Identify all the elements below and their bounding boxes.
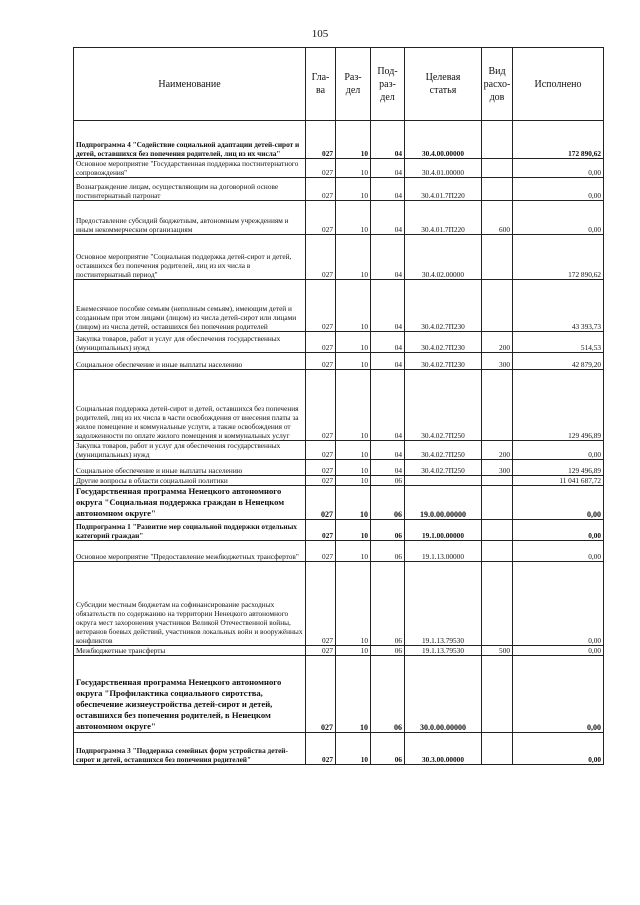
executed-cell: 0,00 [513, 733, 604, 765]
vid-cell: 500 [482, 646, 513, 656]
podrazdel-cell: 04 [371, 441, 405, 460]
podrazdel-cell: 04 [371, 201, 405, 235]
glava-cell: 027 [306, 121, 336, 159]
razdel-cell: 10 [336, 178, 371, 201]
row-name: Социальная поддержка детей-сирот и детей, оставшихся без попечения родителей, лиц из их числа в части освобождения от внесения платы за жилое помещение и коммунальные услуги, а также освобождения от задолженности по оплате жилого помещения и коммунальных услуг [74, 370, 306, 441]
target-cell: 30.4.02.7П230 [405, 280, 482, 332]
podrazdel-cell: 06 [371, 656, 405, 733]
podrazdel-cell: 04 [371, 353, 405, 370]
vid-cell [482, 520, 513, 541]
row-name: Предоставление субсидий бюджетным, автономным учреждениям и иным некоммерческим организациям [74, 201, 306, 235]
table-row [74, 201, 604, 235]
podrazdel-cell: 04 [371, 332, 405, 353]
razdel-cell: 10 [336, 541, 371, 562]
glava-cell: 027 [306, 562, 336, 646]
table-row [74, 646, 604, 656]
table-row [74, 460, 604, 476]
row-name: Основное мероприятие "Государственная поддержка постинтернатного сопровождения" [74, 159, 306, 178]
target-cell [405, 476, 482, 486]
row-name: Социальное обеспечение и иные выплаты населению [74, 460, 306, 476]
vid-cell [482, 235, 513, 280]
row-name: Ежемесячное пособие семьям (неполным семьям), имеющим детей и созданным при этом лицами (лицом) из числа детей-сирот или лицами (лицом) из числа детей, оставшихся без попечения родителей [74, 280, 306, 332]
razdel-cell: 10 [336, 656, 371, 733]
vid-cell: 600 [482, 201, 513, 235]
glava-cell: 027 [306, 280, 336, 332]
header-razdel: Раз- дел [336, 48, 371, 121]
table-row [74, 280, 604, 332]
table-header-row [74, 48, 604, 121]
target-cell: 30.4.00.00000 [405, 121, 482, 159]
podrazdel-cell: 04 [371, 235, 405, 280]
vid-cell: 200 [482, 332, 513, 353]
row-name: Межбюджетные трансферты [74, 646, 306, 656]
executed-cell: 43 393,73 [513, 280, 604, 332]
row-name: Другие вопросы в области социальной политики [74, 476, 306, 486]
glava-cell: 027 [306, 520, 336, 541]
razdel-cell: 10 [336, 646, 371, 656]
razdel-cell: 10 [336, 159, 371, 178]
target-cell: 30.4.02.7П250 [405, 370, 482, 441]
vid-cell [482, 370, 513, 441]
razdel-cell: 10 [336, 441, 371, 460]
target-cell: 30.4.02.7П250 [405, 441, 482, 460]
razdel-cell: 10 [336, 332, 371, 353]
target-cell: 30.0.00.00000 [405, 656, 482, 733]
glava-cell: 027 [306, 476, 336, 486]
table-row [74, 235, 604, 280]
podrazdel-cell: 04 [371, 460, 405, 476]
table-row [74, 486, 604, 520]
glava-cell: 027 [306, 201, 336, 235]
target-cell: 30.3.00.00000 [405, 733, 482, 765]
razdel-cell: 10 [336, 733, 371, 765]
table-row [74, 520, 604, 541]
executed-cell: 0,00 [513, 441, 604, 460]
table-row [74, 441, 604, 460]
table-row [74, 541, 604, 562]
table-row [74, 562, 604, 646]
razdel-cell: 10 [336, 353, 371, 370]
executed-cell: 0,00 [513, 486, 604, 520]
razdel-cell: 10 [336, 476, 371, 486]
executed-cell: 0,00 [513, 562, 604, 646]
podrazdel-cell: 04 [371, 121, 405, 159]
row-name: Социальное обеспечение и иные выплаты населению [74, 353, 306, 370]
vid-cell: 300 [482, 460, 513, 476]
podrazdel-cell: 06 [371, 562, 405, 646]
glava-cell: 027 [306, 178, 336, 201]
target-cell: 30.4.02.7П230 [405, 353, 482, 370]
glava-cell: 027 [306, 656, 336, 733]
glava-cell: 027 [306, 541, 336, 562]
row-name: Подпрограмма 1 "Развитие мер социальной поддержки отдельных категорий граждан" [74, 520, 306, 541]
podrazdel-cell: 06 [371, 646, 405, 656]
table-row [74, 159, 604, 178]
row-name: Закупка товаров, работ и услуг для обеспечения государственных (муниципальных) нужд [74, 441, 306, 460]
glava-cell: 027 [306, 353, 336, 370]
header-target: Целевая статья [405, 48, 482, 121]
executed-cell: 0,00 [513, 520, 604, 541]
row-name: Государственная программа Ненецкого автономного округа "Профилактика социального сиротства, обеспечение жизнеустройства детей-сирот и детей, оставшихся без попечения родителей, в Ненецком автономном округе" [74, 656, 306, 733]
vid-cell [482, 476, 513, 486]
target-cell: 30.4.02.7П230 [405, 332, 482, 353]
razdel-cell: 10 [336, 562, 371, 646]
row-name: Государственная программа Ненецкого автономного округа "Социальная поддержка граждан в Ненецком автономном округе" [74, 486, 306, 520]
table-row [74, 353, 604, 370]
table-row [74, 332, 604, 353]
vid-cell [482, 280, 513, 332]
header-executed: Исполнено [513, 48, 604, 121]
podrazdel-cell: 06 [371, 520, 405, 541]
row-name: Основное мероприятие "Предоставление межбюджетных трансфертов" [74, 541, 306, 562]
target-cell: 30.4.01.00000 [405, 159, 482, 178]
row-name: Подпрограмма 3 "Поддержка семейных форм устройства детей-сирот и детей, оставшихся без попечения родителей" [74, 733, 306, 765]
razdel-cell: 10 [336, 121, 371, 159]
podrazdel-cell: 04 [371, 370, 405, 441]
vid-cell [482, 733, 513, 765]
glava-cell: 027 [306, 733, 336, 765]
target-cell: 19.1.13.79530 [405, 562, 482, 646]
executed-cell: 129 496,89 [513, 460, 604, 476]
target-cell: 30.4.02.00000 [405, 235, 482, 280]
vid-cell [482, 178, 513, 201]
vid-cell [482, 562, 513, 646]
target-cell: 19.1.00.00000 [405, 520, 482, 541]
table-row [74, 733, 604, 765]
podrazdel-cell: 04 [371, 159, 405, 178]
executed-cell: 11 041 687,72 [513, 476, 604, 486]
executed-cell: 514,53 [513, 332, 604, 353]
vid-cell [482, 656, 513, 733]
page-number: 105 [311, 28, 329, 40]
razdel-cell: 10 [336, 520, 371, 541]
podrazdel-cell: 04 [371, 280, 405, 332]
table-row [74, 656, 604, 733]
executed-cell: 0,00 [513, 541, 604, 562]
vid-cell [482, 121, 513, 159]
glava-cell: 027 [306, 441, 336, 460]
executed-cell: 42 879,20 [513, 353, 604, 370]
table-row [74, 121, 604, 159]
razdel-cell: 10 [336, 486, 371, 520]
podrazdel-cell: 06 [371, 733, 405, 765]
budget-table [73, 47, 604, 765]
executed-cell: 129 496,89 [513, 370, 604, 441]
row-name: Субсидии местным бюджетам на софинансирование расходных обязательств по содержанию на территории Ненецкого автономного округа мест захоронения участников Великой Отечественной войны, ветеранов боевых действий, участников локальных войн и вооружённых конфликтов [74, 562, 306, 646]
executed-cell: 0,00 [513, 646, 604, 656]
header-glava: Гла- ва [306, 48, 336, 121]
podrazdel-cell: 06 [371, 486, 405, 520]
glava-cell: 027 [306, 370, 336, 441]
glava-cell: 027 [306, 646, 336, 656]
podrazdel-cell: 06 [371, 541, 405, 562]
vid-cell: 200 [482, 441, 513, 460]
target-cell: 19.1.13.79530 [405, 646, 482, 656]
executed-cell: 0,00 [513, 178, 604, 201]
razdel-cell: 10 [336, 235, 371, 280]
target-cell: 30.4.01.7П220 [405, 178, 482, 201]
glava-cell: 027 [306, 235, 336, 280]
vid-cell: 300 [482, 353, 513, 370]
target-cell: 19.0.00.00000 [405, 486, 482, 520]
executed-cell: 0,00 [513, 159, 604, 178]
row-name: Основное мероприятие "Социальная поддержка детей-сирот и детей, оставшихся без попечения родителей, лиц из их числа в постинтернатный период" [74, 235, 306, 280]
razdel-cell: 10 [336, 280, 371, 332]
executed-cell: 172 890,62 [513, 235, 604, 280]
podrazdel-cell: 04 [371, 178, 405, 201]
row-name: Закупка товаров, работ и услуг для обеспечения государственных (муниципальных) нужд [74, 332, 306, 353]
target-cell: 30.4.01.7П220 [405, 201, 482, 235]
header-podrazdel: Под- раз- дел [371, 48, 405, 121]
glava-cell: 027 [306, 486, 336, 520]
vid-cell [482, 541, 513, 562]
header-vid: Вид расхо- дов [482, 48, 513, 121]
target-cell: 19.1.13.00000 [405, 541, 482, 562]
executed-cell: 0,00 [513, 656, 604, 733]
table-row [74, 476, 604, 486]
table-row [74, 178, 604, 201]
target-cell: 30.4.02.7П250 [405, 460, 482, 476]
vid-cell [482, 159, 513, 178]
table-row [74, 370, 604, 441]
executed-cell: 172 890,62 [513, 121, 604, 159]
row-name: Подпрограмма 4 "Содействие социальной адаптации детей-сирот и детей, оставшихся без попечения родителей, лиц из их числа" [74, 121, 306, 159]
podrazdel-cell: 06 [371, 476, 405, 486]
header-name: Наименование [74, 48, 306, 121]
razdel-cell: 10 [336, 201, 371, 235]
row-name: Вознаграждение лицам, осуществляющим на договорной основе постинтернатный патронат [74, 178, 306, 201]
razdel-cell: 10 [336, 460, 371, 476]
glava-cell: 027 [306, 332, 336, 353]
glava-cell: 027 [306, 159, 336, 178]
glava-cell: 027 [306, 460, 336, 476]
razdel-cell: 10 [336, 370, 371, 441]
executed-cell: 0,00 [513, 201, 604, 235]
vid-cell [482, 486, 513, 520]
